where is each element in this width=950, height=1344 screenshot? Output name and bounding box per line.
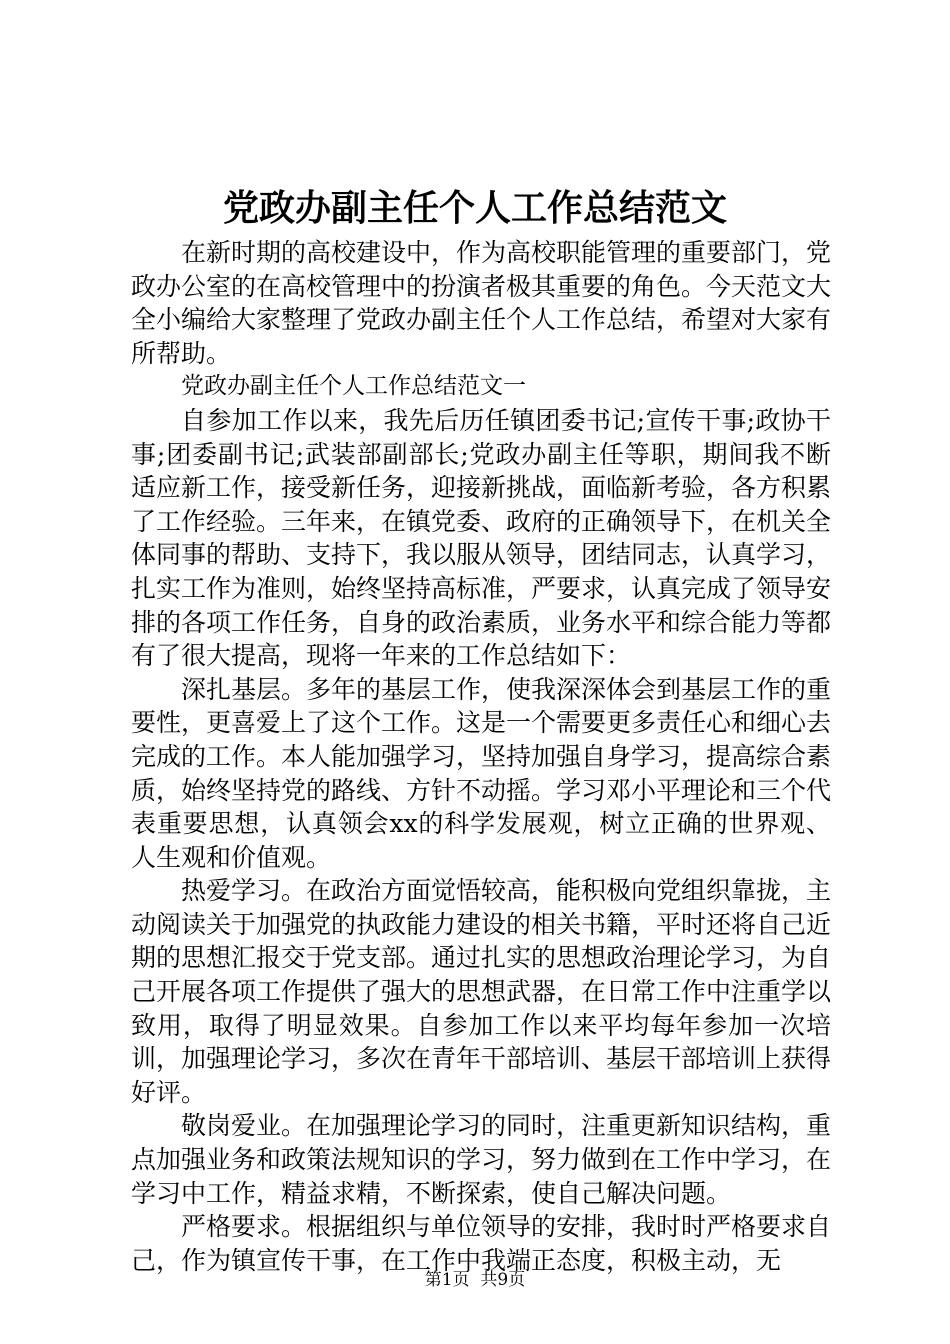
document-body (131, 236, 831, 1277)
intro-paragraph: 在新时期的高校建设中，作为高校职能管理的重要部门，党政办公室的在高校管理中的扮演者极其重要的角色。今天范文大全小编给大家整理了党政办副主任个人工作总结，希望对大家有所帮助。 (131, 238, 832, 368)
body-paragraph: 敬岗爱业。在加强理论学习的同时，注重更新知识结构，重点加强业务和政策法规知识的学习，努力做到在工作中学习，在学习中工作，精益求精，不断探索，使自己解决问题。 (131, 1111, 832, 1208)
section-heading: 党政办副主任个人工作总结范文一 (181, 373, 526, 400)
page-footer (0, 1268, 950, 1292)
body-paragraph: 自参加工作以来，我先后历任镇团委书记;宣传干事;政协干事;团委副书记;武装部副部长;党政办副主任等职，期间我不断适应新工作，接受新任务，迎接新挑战，面临新考验，各方积累了工作经验。三年来，在镇党委、政府的正确领导下，在机关全体同事的帮助、支持下，我以服从领导，团结同志，认真学习，扎实工作为准则，始终坚持高标准，严要求，认真完成了领导安排的各项工作任务，自身的政治素质，业务水平和综合能力等都有了很大提高，现将一年来的工作总结如下： (131, 405, 832, 671)
body-paragraph: 热爱学习。在政治方面觉悟较高，能积极向党组织靠拢，主动阅读关于加强党的执政能力建设的相关书籍，平时还将自己近期的思想汇报交于党支部。通过扎实的思想政治理论学习，为自己开展各项工作提供了强大的思想武器，在日常工作中注重学以致用，取得了明显效果。自参加工作以来平均每年参加一次培训，加强理论学习，多次在青年干部培训、基层干部培训上获得好评。 (131, 876, 832, 1107)
document-title: 党政办副主任个人工作总结范文 (222, 187, 727, 229)
body-paragraph: 深扎基层。多年的基层工作，使我深深体会到基层工作的重要性，更喜爱上了这个工作。这是一个需要更多责任心和细心去完成的工作。本人能加强学习，坚持加强自身学习，提高综合素质，始终坚持党的路线、方针不动摇。学习邓小平理论和三个代表重要思想，认真领会xx的科学发展观，树立正确的世界观、人生观和价值观。 (131, 674, 832, 872)
body-paragraph: 严格要求。根据组织与单位领导的安排，我时时严格要求自己，作为镇宣传干事，在工作中我端正态度，积极主动，无 (131, 1212, 832, 1275)
page-number-label: 第1页 共9页 (424, 1270, 526, 1290)
